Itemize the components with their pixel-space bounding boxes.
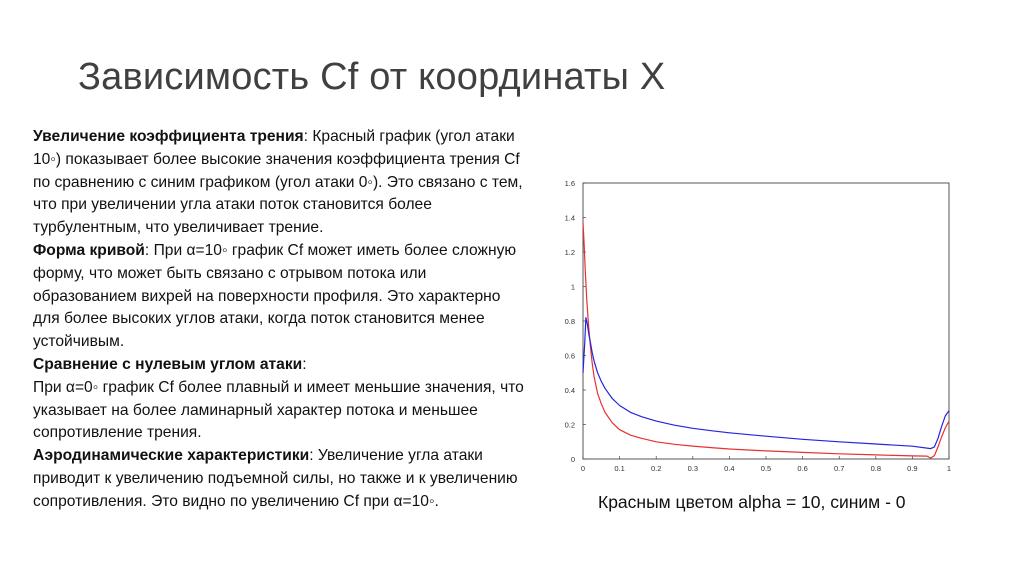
- x-tick-label: 0.9: [907, 464, 918, 473]
- series-line-0: [583, 223, 949, 458]
- y-tick-label: 0.8: [564, 317, 575, 326]
- paragraph-body: При α=0◦ график Cf более плавный и имеет меньшие значения, что указывает на более ламинарный характер потока и меньшее сопротивление трения.: [33, 378, 524, 442]
- y-tick-label: 1.6: [564, 179, 575, 188]
- y-tick-label: 0.6: [564, 351, 575, 361]
- paragraph-heading: Увеличение коэффициента трения: [33, 128, 304, 145]
- y-tick-label: 1.4: [564, 213, 575, 223]
- paragraph-sep: :: [309, 447, 318, 465]
- x-tick-label: 0.8: [870, 464, 882, 473]
- x-tick-label: 1: [946, 464, 952, 473]
- x-tick-label: 0.6: [797, 464, 808, 473]
- y-tick-label: 0: [570, 455, 575, 464]
- x-tick-label: 0: [580, 464, 586, 473]
- chart-caption: Красным цветом alpha = 10, синим - 0: [598, 492, 906, 512]
- y-tick-label: 1: [570, 282, 575, 292]
- paragraph-body: При α=10◦ график Cf может иметь более сложную форму, что может быть связано с отрывом потока или образованием вихрей на поверхности профиля. Это характерно для более высоких углов атаки, когда поток становится менее устойчивым.: [33, 241, 517, 351]
- y-tick-label: 0.4: [564, 386, 575, 395]
- paragraph-body: Красный график (угол атаки 10◦) показывает более высокие значения коэффициента трения Cf по сравнению с синим графиком (угол атаки 0◦). Это связано с тем, что при увеличении угла атаки поток становится более турбулентным, что увеличивает трение.: [33, 128, 523, 237]
- paragraph-heading: Аэродинамические характеристики: [33, 447, 310, 465]
- y-tick-label: 0.2: [564, 420, 575, 430]
- x-tick-label: 0.1: [614, 464, 625, 473]
- slide-title: Зависимость Cf от координаты X: [78, 56, 666, 98]
- paragraph-heading: Сравнение с нулевым углом атаки: [33, 355, 303, 373]
- paragraph-sep: :: [144, 241, 154, 259]
- paragraph-body: Увеличение угла атаки приводит к увеличению подъемной силы, но также и к увеличению сопротивления. Это видно по увеличению Cf при α=10◦.: [33, 447, 518, 510]
- x-tick-label: 0.3: [687, 464, 699, 473]
- paragraph-sep: :: [302, 355, 307, 373]
- y-tick-label: 1.2: [564, 248, 575, 257]
- x-tick-label: 0.2: [650, 464, 662, 473]
- series-line-1: [583, 318, 949, 449]
- x-tick-label: 0.4: [724, 464, 735, 473]
- x-tick-label: 0.5: [760, 464, 772, 473]
- plot-frame: [583, 183, 949, 459]
- paragraph-heading: Форма кривой: [33, 241, 145, 259]
- x-tick-label: 0.7: [833, 464, 845, 473]
- paragraph-sep: :: [303, 128, 313, 145]
